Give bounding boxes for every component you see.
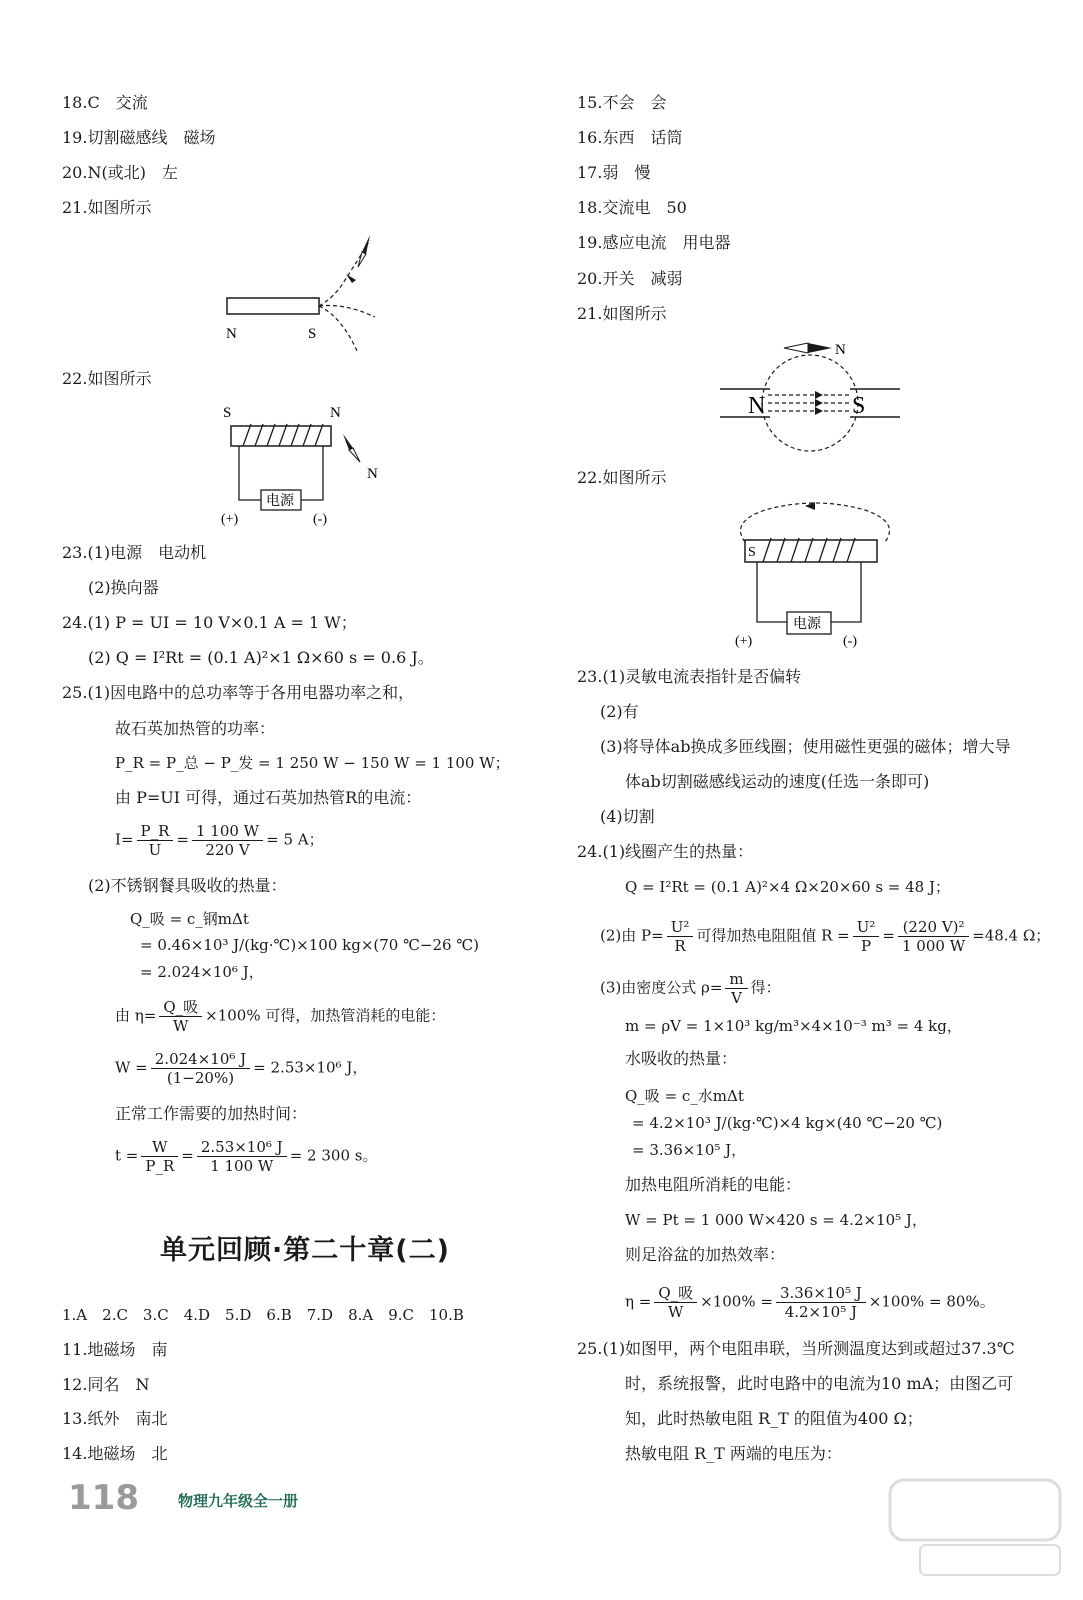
figure-21-bar-magnet: [210, 225, 390, 360]
answer-24-formula: = 3.36×10⁵ J，: [632, 1141, 747, 1159]
answer-22: 22.如图所示: [577, 468, 667, 487]
answer-24-3: (3)由密度公式 ρ= $\frac{m}{V}$ 得：: [600, 970, 781, 1007]
answer-23-1: 23.(1)电源 电动机: [62, 543, 207, 562]
answer-20: 20.开关 减弱: [577, 269, 683, 288]
compass-needle-icon: [343, 434, 353, 450]
answer-23-1: 23.(1)灵敏电流表指针是否偏转: [577, 667, 802, 686]
answer-18: 18.交流电 50: [577, 198, 687, 217]
answer-19: 19.感应电流 用电器: [577, 233, 731, 252]
bar-magnet: [227, 298, 319, 314]
magnet-s: S: [852, 393, 866, 419]
answer-24-line: 则足浴盆的加热效率：: [625, 1245, 786, 1264]
compass-needle-icon: [808, 343, 832, 353]
answer-14: 14.地磁场 北: [62, 1444, 168, 1463]
answer-16: 16.东西 话筒: [577, 128, 683, 147]
answer-24-2: (2) Q = I²Rt = (0.1 A)²×1 Ω×60 s = 0.6 J。: [88, 648, 434, 667]
answer-25-1: 25.(1)如图甲，两个电阻串联，当所测温度达到或超过37.3℃: [577, 1339, 1015, 1358]
answer-24-efficiency: η = $\frac{\text{Q\_吸}}{W}$ ×100% = $\frac{\text{3.36×10⁵ J}}{\text{4.2×10⁵ J}}$ ×100% = 80%。: [625, 1284, 995, 1321]
field-line-3: [319, 306, 358, 353]
power-label: 电源: [793, 617, 821, 632]
needle-n-label: N: [835, 342, 846, 358]
answer-25-2: (2)不锈钢餐具吸收的热量：: [88, 876, 287, 895]
answer-24-2: (2)由 P= $\frac{\text{U²}}{R}$ 可得加热电阻阻值 R = $\frac{\text{U²}}{P}$ = $\frac{\text{(220 V)²}}{1 000 W}$ =48.4 Ω；: [600, 918, 1051, 955]
answer-12: 12.同名 N: [62, 1375, 150, 1394]
answer-23-2: (2)有: [600, 702, 639, 721]
watermark-logo: [870, 1470, 1070, 1590]
page-number: 118: [68, 1478, 139, 1518]
answer-25-cont: 时，系统报警，此时电路中的电流为10 mA；由图乙可: [625, 1374, 1014, 1393]
answer-25-formula: Q_吸 = c_钢mΔt: [130, 910, 249, 928]
power-label: 电源: [266, 494, 294, 509]
plus-label: (+): [221, 512, 239, 527]
compass-needle-icon: [362, 235, 370, 254]
answer-13: 13.纸外 南北: [62, 1409, 168, 1428]
answer-25-1: 25.(1)因电路中的总功率等于各用电器功率之和，: [62, 683, 415, 702]
answer-25-efficiency: 由 η= $\frac{\text{Q\_吸}}{W}$ ×100% 可得，加热管消耗的电能：: [115, 998, 446, 1035]
arrow-icon: [815, 399, 823, 407]
answer-23-4: (4)切割: [600, 807, 655, 826]
answer-25-formula: = 2.024×10⁶ J，: [140, 963, 264, 981]
arrow-icon: [815, 391, 823, 399]
label-s: S: [308, 326, 317, 342]
answer-25-line: 由 P=UI 可得，通过石英加热管R的电流：: [115, 788, 422, 807]
answer-15: 15.不会 会: [577, 93, 667, 112]
compass-needle-tail: [784, 343, 808, 353]
answer-17: 17.弱 慢: [577, 163, 651, 182]
minus-label: (-): [843, 634, 857, 649]
book-title: 物理九年级全一册: [178, 1492, 299, 1510]
compass-needle-tail: [349, 448, 360, 462]
coil-windings: [763, 538, 855, 562]
answer-24-formula: Q_吸 = c_水mΔt: [625, 1087, 744, 1105]
answer-25-formula: P_R = P_总 − P_发 = 1 250 W − 150 W = 1 100 W；: [115, 754, 510, 772]
circuit-wire: [239, 446, 323, 500]
answer-24-formula: W = Pt = 1 000 W×420 s = 4.2×10⁵ J，: [625, 1211, 927, 1229]
answer-23-2: (2)换向器: [88, 578, 159, 597]
answer-25-formula: = 0.46×10³ J/(kg·℃)×100 kg×(70 ℃−26 ℃): [140, 936, 479, 954]
magnet-n: N: [748, 393, 766, 419]
answer-24-formula: m = ρV = 1×10³ kg/m³×4×10⁻³ m³ = 4 kg，: [625, 1017, 962, 1035]
circuit-wire: [757, 562, 861, 622]
answer-24-formula: = 4.2×10³ J/(kg·℃)×4 kg×(40 ℃−20 ℃): [632, 1114, 943, 1132]
answer-24-1: 24.(1)线圈产生的热量：: [577, 842, 754, 861]
section-heading: 单元回顾·第二十章(二): [160, 1235, 450, 1266]
answer-19: 19.切割磁感线 磁场: [62, 128, 216, 147]
answer-24-formula: Q = I²Rt = (0.1 A)²×4 Ω×20×60 s = 48 J；: [625, 878, 951, 896]
field-lines: [768, 395, 850, 411]
answer-24-line: 加热电阻所消耗的电能：: [625, 1175, 802, 1194]
coil-windings: [243, 424, 323, 446]
answer-25-line: 故石英加热管的功率：: [115, 719, 276, 738]
answer-25-energy: W = $\frac{\text{2.024×10⁶ J}}{(1-20\%)}$ = 2.53×10⁶ J，: [115, 1050, 368, 1087]
answer-25-current: I= $\frac{P\_R}{U}$ = $\frac{1 100 W}{220 V}$ = 5 A；: [115, 822, 324, 859]
answer-25-cont: 热敏电阻 R_T 两端的电压为：: [625, 1444, 842, 1463]
answer-25-cont: 知，此时热敏电阻 R_T 的阻值为400 Ω；: [625, 1409, 923, 1428]
pole-n: N: [330, 405, 341, 421]
answer-21: 21.如图所示: [577, 304, 667, 323]
answer-21: 21.如图所示: [62, 198, 152, 217]
figure-22-solenoid: [725, 500, 915, 650]
plus-label: (+): [735, 634, 753, 649]
minus-label: (-): [313, 512, 327, 527]
answer-25-time: t = $\frac{W}{P\_R}$ = $\frac{\text{2.53×10⁶ J}}{1 100 W}$ = 2 300 s。: [115, 1138, 378, 1175]
pole-s: S: [748, 545, 756, 560]
field-line-1: [319, 240, 370, 306]
arrow-icon: [346, 274, 356, 283]
needle-n-label: N: [367, 466, 378, 482]
compass-needle-tail: [358, 252, 366, 267]
answer-24-line: 水吸收的热量：: [625, 1049, 738, 1068]
answer-25-line: 正常工作需要的加热时间：: [115, 1104, 308, 1123]
answers-1-10: 1.A 2.C 3.C 4.D 5.D 6.B 7.D 8.A 9.C 10.B: [62, 1306, 464, 1324]
answer-23-3-cont: 体ab切割磁感线运动的速度(任选一条即可): [625, 772, 930, 791]
answer-20: 20.N(或北) 左: [62, 163, 178, 182]
answer-18: 18.C 交流: [62, 93, 148, 112]
answer-22: 22.如图所示: [62, 369, 152, 388]
answer-11: 11.地磁场 南: [62, 1340, 168, 1359]
arrow-icon: [815, 407, 823, 415]
pole-s: S: [223, 405, 232, 421]
answer-24-1: 24.(1) P = UI = 10 V×0.1 A = 1 W；: [62, 613, 357, 632]
figure-22-solenoid: [215, 400, 395, 535]
label-n: N: [226, 326, 237, 342]
answer-23-3: (3)将导体ab换成多匝线圈；使用磁性更强的磁体；增大导: [600, 737, 1011, 756]
figure-21-magnets: [720, 335, 910, 465]
